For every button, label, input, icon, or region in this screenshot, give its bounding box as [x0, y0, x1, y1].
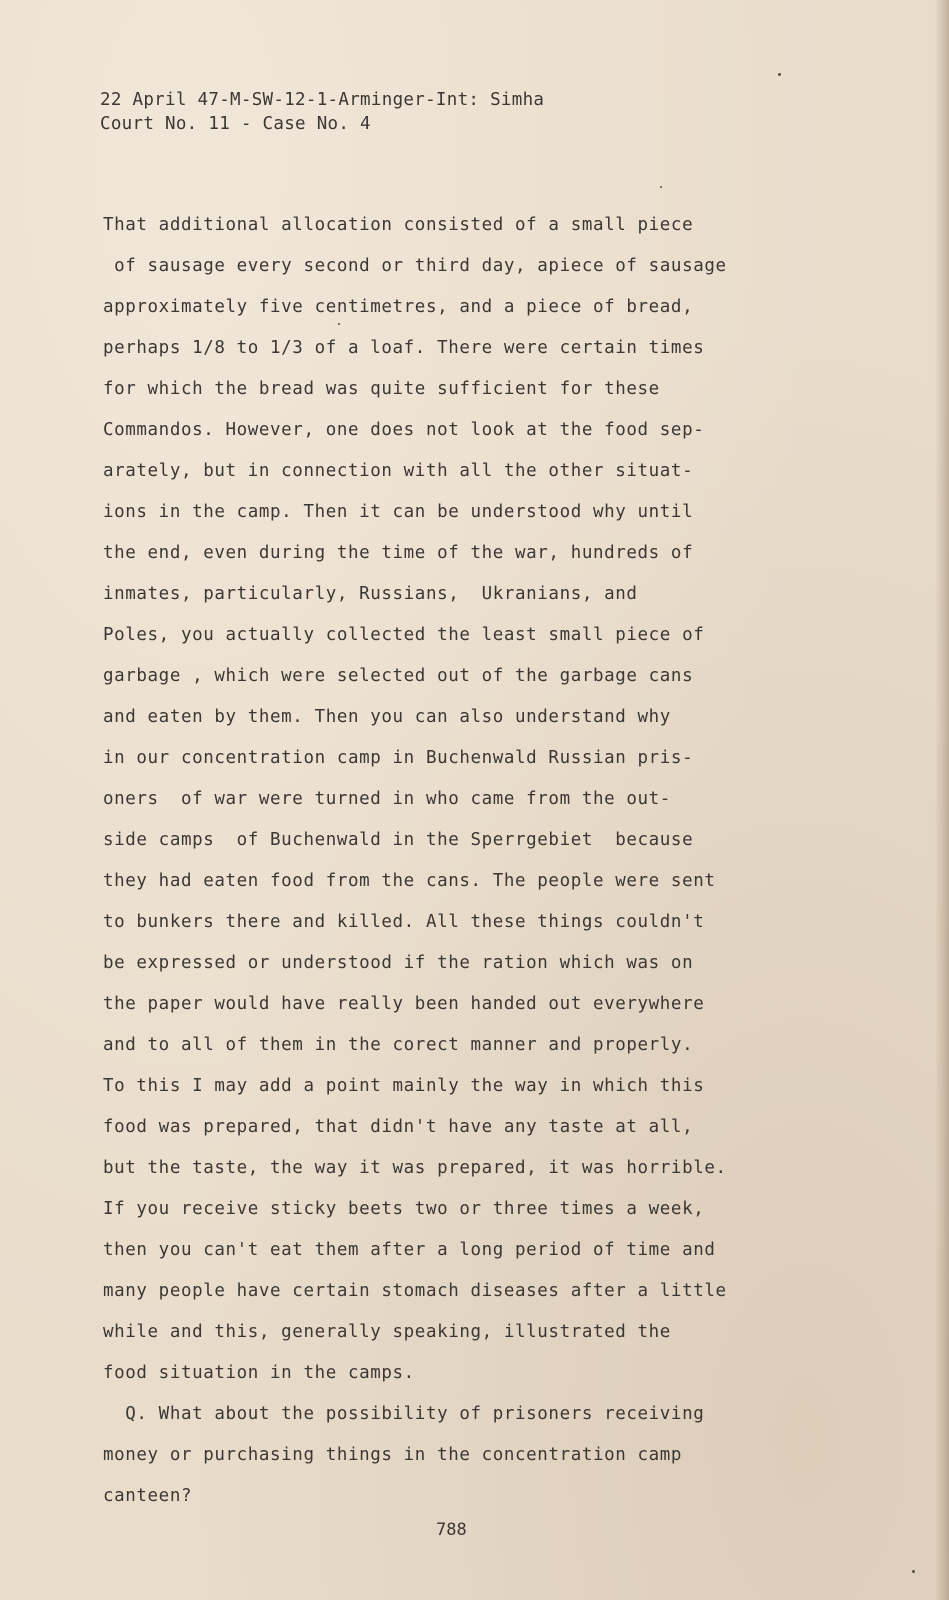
paper-speck	[912, 1570, 915, 1573]
body-line-26: then you can't eat them after a long period of time and	[103, 1240, 716, 1260]
body-line-23: food was prepared, that didn't have any taste at all,	[103, 1117, 694, 1137]
body-line-20: the paper would have really been handed out everywhere	[103, 994, 705, 1014]
body-line-3: approximately five centimetres, and a piece of bread,	[103, 297, 694, 317]
header-line-court-case: Court No. 11 - Case No. 4	[100, 114, 371, 134]
body-line-7: arately, but in connection with all the other situat-	[103, 461, 694, 481]
body-line-27: many people have certain stomach diseases after a little	[103, 1281, 727, 1301]
body-line-4: perhaps 1/8 to 1/3 of a loaf. There were certain times	[103, 338, 705, 358]
body-line-1: That additional allocation consisted of a small piece	[103, 215, 694, 235]
document-header	[100, 88, 544, 136]
body-line-30-question: Q. What about the possibility of prisoners receiving	[103, 1404, 705, 1424]
body-line-28: while and this, generally speaking, illustrated the	[103, 1322, 671, 1342]
body-line-25: If you receive sticky beets two or three times a week,	[103, 1199, 705, 1219]
body-line-18: to bunkers there and killed. All these things couldn't	[103, 912, 705, 932]
body-line-21: and to all of them in the corect manner and properly.	[103, 1035, 694, 1055]
page-edge-shadow	[935, 0, 949, 1600]
header-line-date-case-ref: 22 April 47-M-SW-12-1-Arminger-Int: Simha	[100, 90, 545, 110]
body-line-32: canteen?	[103, 1486, 193, 1506]
body-line-22: To this I may add a point mainly the way in which this	[103, 1076, 705, 1096]
testimony-body	[103, 205, 923, 1517]
body-line-14: in our concentration camp in Buchenwald Russian pris-	[103, 748, 694, 768]
body-line-31: money or purchasing things in the concentration camp	[103, 1445, 683, 1465]
body-line-17: they had eaten food from the cans. The people were sent	[103, 871, 716, 891]
body-line-19: be expressed or understood if the ration which was on	[103, 953, 694, 973]
body-line-16: side camps of Buchenwald in the Sperrgebiet because	[103, 830, 694, 850]
body-line-13: and eaten by them. Then you can also understand why	[103, 707, 671, 727]
body-line-2: of sausage every second or third day, apiece of sausage	[103, 256, 727, 276]
page-number: 788	[436, 1520, 467, 1540]
body-line-10: inmates, particularly, Russians, Ukranians, and	[103, 584, 638, 604]
paper-speck	[778, 73, 781, 76]
body-line-6: Commandos. However, one does not look at the food sep-	[103, 420, 705, 440]
body-line-9: the end, even during the time of the war, hundreds of	[103, 543, 694, 563]
body-line-8: ions in the camp. Then it can be understood why until	[103, 502, 694, 522]
body-line-11: Poles, you actually collected the least small piece of	[103, 625, 705, 645]
body-line-24: but the taste, the way it was prepared, it was horrible.	[103, 1158, 727, 1178]
paper-speck	[660, 186, 662, 188]
body-line-15: oners of war were turned in who came from the out-	[103, 789, 671, 809]
body-line-29: food situation in the camps.	[103, 1363, 415, 1383]
body-line-5: for which the bread was quite sufficient for these	[103, 379, 660, 399]
body-line-12: garbage , which were selected out of the garbage cans	[103, 666, 694, 686]
